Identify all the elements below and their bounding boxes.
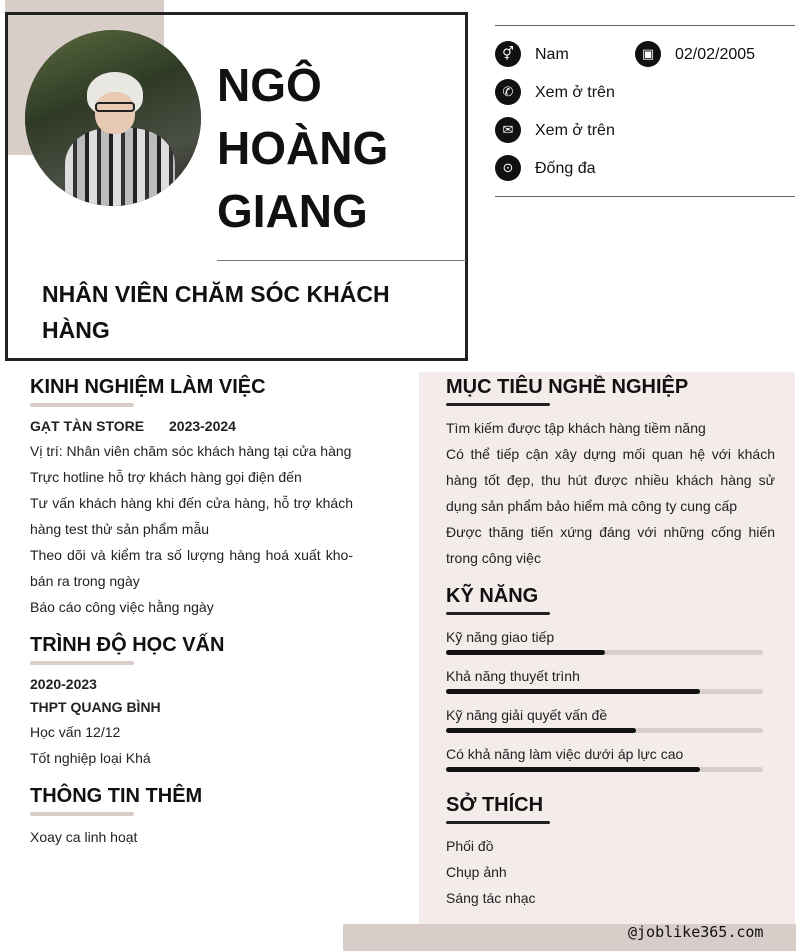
experience-underline bbox=[30, 403, 134, 407]
objective-underline bbox=[446, 403, 550, 406]
location-icon: ⊙ bbox=[495, 155, 521, 181]
education-underline bbox=[30, 661, 134, 665]
experience-item: Vị trí: Nhân viên chăm sóc khách hàng tại cửa hàng bbox=[30, 443, 352, 459]
gender-text: Nam bbox=[535, 46, 569, 63]
skill-bar-fill bbox=[446, 728, 636, 733]
education-item: Tốt nghiệp loại Khá bbox=[30, 750, 151, 766]
avatar bbox=[25, 30, 201, 206]
phone-icon: ✆ bbox=[495, 79, 521, 105]
objective-item: Được thăng tiến xứng đáng với những cống hiến trong công việc bbox=[446, 524, 775, 566]
name-line-1: NGÔ bbox=[217, 59, 322, 111]
watermark: @joblike365.com bbox=[628, 923, 764, 941]
extra-info-item: Xoay ca linh hoạt bbox=[30, 829, 138, 845]
hobbies-underline bbox=[446, 821, 550, 824]
phone-text: Xem ở trên bbox=[535, 84, 615, 101]
skill-bar-track bbox=[446, 650, 763, 655]
calendar-icon: ▣ bbox=[635, 41, 661, 67]
name-line-2: HOÀNG bbox=[217, 122, 389, 174]
skill-label: Có khả năng làm việc dưới áp lực cao bbox=[446, 746, 684, 762]
skill-label: Kỹ năng giải quyết vấn đề bbox=[446, 707, 608, 723]
contact-divider-bottom bbox=[495, 196, 795, 197]
avatar-glasses bbox=[95, 102, 135, 112]
experience-period: 2023-2024 bbox=[169, 418, 236, 434]
gender-icon: ⚥ bbox=[495, 41, 521, 67]
hobby-item: Chụp ảnh bbox=[446, 864, 507, 880]
skill-bar-track bbox=[446, 689, 763, 694]
avatar-face bbox=[95, 92, 135, 134]
experience-item: Báo cáo công việc hằng ngày bbox=[30, 599, 214, 615]
candidate-name bbox=[217, 54, 457, 243]
name-line-3: GIANG bbox=[217, 185, 368, 237]
education-period: 2020-2023 bbox=[30, 676, 97, 692]
experience-item: Trực hotline hỗ trợ khách hàng gọi điện đến bbox=[30, 469, 302, 485]
name-divider bbox=[217, 260, 466, 261]
skill-bar-track bbox=[446, 728, 763, 733]
experience-item: Theo dõi và kiểm tra số lượng hàng hoá xuất kho-bán ra trong ngày bbox=[30, 547, 353, 589]
objective-item: Có thể tiếp cận xây dựng mối quan hệ với khách hàng tốt đẹp, thu hút được nhiều khách hàng sử dụng sản phẩm bảo hiểm mà công ty cung cấp bbox=[446, 446, 775, 514]
email-text: Xem ở trên bbox=[535, 122, 615, 139]
contact-divider-top bbox=[495, 25, 795, 26]
education-item: Học vấn 12/12 bbox=[30, 724, 121, 740]
hobby-item: Sáng tác nhạc bbox=[446, 890, 536, 906]
education-school: THPT QUANG BÌNH bbox=[30, 699, 161, 715]
experience-company: GẠT TÀN STORE bbox=[30, 418, 145, 434]
skill-bar-track bbox=[446, 767, 763, 772]
hobbies-title: SỞ THÍCH bbox=[446, 794, 544, 816]
birthday-text: 02/02/2005 bbox=[675, 46, 756, 63]
skills-title: KỸ NĂNG bbox=[446, 585, 539, 607]
skill-bar-fill bbox=[446, 689, 700, 694]
skill-bar-fill bbox=[446, 650, 605, 655]
email-icon: ✉ bbox=[495, 117, 521, 143]
skill-bar-fill bbox=[446, 767, 700, 772]
skill-label: Khả năng thuyết trình bbox=[446, 668, 580, 684]
objective-item: Tìm kiếm được tập khách hàng tiềm năng bbox=[446, 420, 706, 436]
skill-label: Kỹ năng giao tiếp bbox=[446, 629, 555, 645]
experience-item: Tư vấn khách hàng khi đến cửa hàng, hỗ trợ khách hàng test thử sản phẩm mẫu bbox=[30, 495, 353, 537]
skills-underline bbox=[446, 612, 550, 615]
avatar-shirt bbox=[65, 128, 175, 206]
experience-title: KINH NGHIỆM LÀM VIỆC bbox=[30, 376, 266, 398]
job-title: NHÂN VIÊN CHĂM SÓC KHÁCH HÀNG bbox=[42, 281, 390, 343]
education-title: TRÌNH ĐỘ HỌC VẤN bbox=[30, 634, 225, 656]
objective-title: MỤC TIÊU NGHỀ NGHIỆP bbox=[446, 376, 689, 398]
extra-info-title: THÔNG TIN THÊM bbox=[30, 785, 203, 807]
hobby-item: Phối đồ bbox=[446, 838, 494, 854]
address-text: Đống đa bbox=[535, 160, 596, 177]
extra-info-underline bbox=[30, 812, 134, 816]
